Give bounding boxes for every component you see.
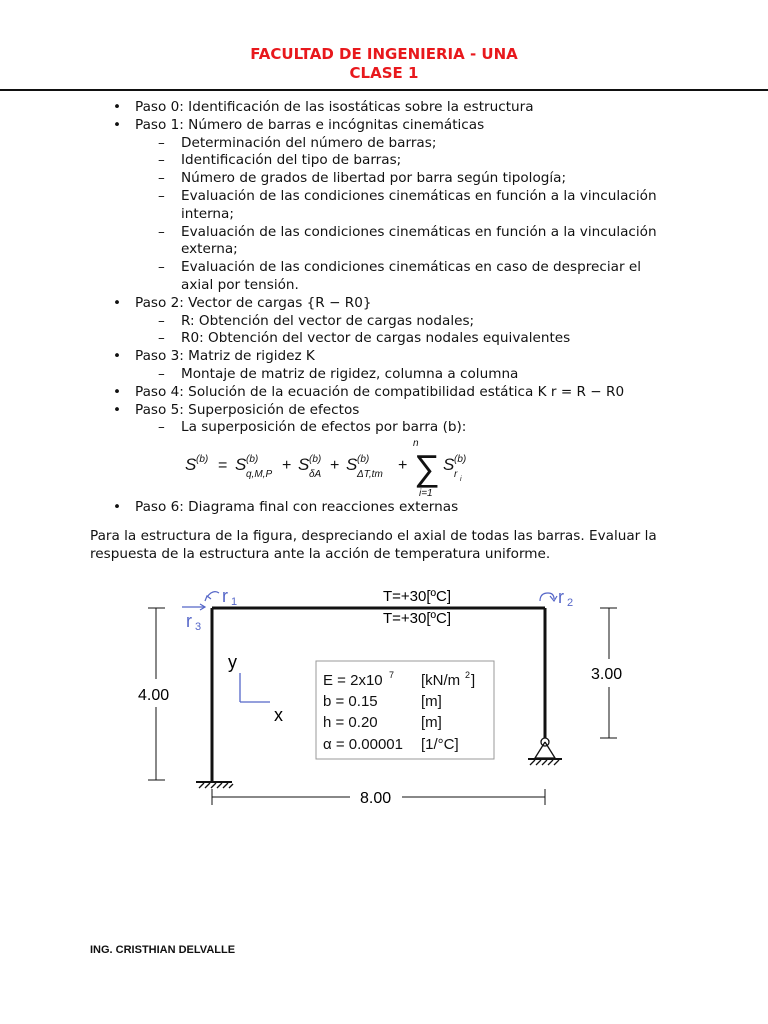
dof-r2: r bbox=[558, 587, 564, 607]
problem-statement: Para la estructura de la figura, despreciando el axial de todas las barras. Evaluar la respuesta de la estructura ante la acción de temperatura uniforme. bbox=[90, 528, 657, 562]
substep-dash: – bbox=[158, 259, 165, 276]
property-unit: [m] bbox=[421, 714, 442, 731]
superposition-formula bbox=[180, 438, 480, 504]
dimension-bottom: 8.00 bbox=[360, 790, 392, 807]
formula-term1-sup: (b) bbox=[246, 454, 259, 465]
dof-r3: r bbox=[186, 611, 192, 631]
formula-lhs: S bbox=[185, 455, 197, 474]
substep-item: Número de grados de libertad por barra según tipología; bbox=[181, 170, 567, 187]
temperature-bottom: T=+30[ºC] bbox=[383, 610, 452, 627]
formula-sum-top: n bbox=[413, 438, 419, 449]
substep-dash: – bbox=[158, 188, 165, 204]
formula-plus1: + bbox=[282, 457, 292, 474]
step-item: Paso 1: Número de barras e incógnitas cinemáticas bbox=[135, 116, 485, 133]
fixed-support-icon bbox=[196, 782, 233, 788]
axes-icon bbox=[240, 673, 270, 702]
step-item: Paso 2: Vector de cargas {R − R0} bbox=[135, 294, 372, 311]
formula-term1-sub: q,M,P bbox=[246, 469, 273, 480]
property-unit: [1/°C] bbox=[421, 736, 459, 753]
step-bullet: • bbox=[113, 383, 122, 400]
substep-dash: – bbox=[158, 223, 165, 240]
formula-term3-sub: ΔT,tm bbox=[357, 469, 383, 480]
dof-r1-sub: 1 bbox=[231, 596, 238, 608]
property-name: α = 0.00001 bbox=[323, 736, 403, 753]
formula-plus2: + bbox=[330, 457, 340, 474]
formula-term3-sup: (b) bbox=[357, 454, 370, 465]
formula-term4-subsub: i bbox=[460, 476, 462, 483]
substep-dash: – bbox=[158, 152, 165, 169]
step6-text: Paso 6: Diagrama final con reacciones externas bbox=[135, 499, 459, 515]
formula-term4-sup: (b) bbox=[454, 454, 467, 465]
pinned-support-icon bbox=[528, 738, 562, 765]
property-name: E = 2x10 bbox=[323, 672, 383, 689]
footer-author: ING. CRISTHIAN DELVALLE bbox=[90, 944, 236, 956]
substep-item: Determinación del número de barras; bbox=[181, 134, 437, 151]
rotation-arrow-r2-icon bbox=[540, 593, 554, 601]
substep-item: Evaluación de las condiciones cinemáticas en función a la vinculación bbox=[181, 188, 657, 204]
property-unit-end: ] bbox=[471, 672, 476, 689]
step-bullet: • bbox=[113, 99, 122, 115]
property-exponent: 7 bbox=[389, 670, 395, 680]
step-bullet: • bbox=[113, 401, 122, 418]
substep-continuation: axial por tensión. bbox=[181, 277, 299, 293]
dimension-right: 3.00 bbox=[591, 666, 623, 683]
property-unit: [kN/m bbox=[421, 672, 461, 689]
formula-term2: S bbox=[298, 455, 310, 474]
frame-figure bbox=[0, 575, 768, 815]
axis-x-label: x bbox=[274, 705, 283, 725]
header-title: FACULTAD DE INGENIERIA - UNA bbox=[250, 45, 518, 63]
property-unit-exponent: 2 bbox=[465, 670, 471, 680]
substep-dash: – bbox=[158, 330, 165, 347]
substep-dash: – bbox=[158, 419, 165, 436]
dof-r1: r bbox=[222, 586, 228, 606]
substep-dash: – bbox=[158, 170, 165, 187]
substep-item: Identificación del tipo de barras; bbox=[181, 152, 402, 169]
header-subtitle: CLASE 1 bbox=[349, 64, 419, 82]
step-item: Paso 5: Superposición de efectos bbox=[135, 401, 360, 418]
header-rule bbox=[0, 89, 768, 91]
formula-term2-sup: (b) bbox=[309, 454, 322, 465]
rotation-arrow-r1-icon bbox=[207, 592, 219, 597]
property-name: h = 0.20 bbox=[323, 714, 378, 731]
substep-continuation: interna; bbox=[181, 205, 234, 222]
formula-sigma-icon: ∑ bbox=[414, 447, 440, 488]
formula-lhs-sup: (b) bbox=[196, 454, 209, 465]
step6-bullet: • bbox=[113, 499, 122, 515]
formula-term3: S bbox=[346, 455, 358, 474]
formula-term4-sub: r bbox=[454, 469, 458, 480]
substep-dash: – bbox=[158, 134, 165, 151]
substep-continuation: externa; bbox=[181, 241, 238, 258]
formula-sum-bottom: i=1 bbox=[419, 488, 433, 499]
dof-r2-sub: 2 bbox=[567, 597, 574, 609]
step-item: Paso 3: Matriz de rigidez K bbox=[135, 348, 315, 365]
substep-dash: – bbox=[158, 366, 165, 382]
substep-item: Montaje de matriz de rigidez, columna a columna bbox=[181, 366, 519, 382]
step-bullet: • bbox=[113, 116, 122, 133]
step-bullet: • bbox=[113, 294, 122, 311]
dimension-left: 4.00 bbox=[138, 687, 170, 704]
substep-item: Evaluación de las condiciones cinemáticas en función a la vinculación bbox=[181, 223, 657, 240]
formula-plus3: + bbox=[398, 457, 408, 474]
formula-term2-sub: δA bbox=[309, 469, 322, 480]
property-name: b = 0.15 bbox=[323, 693, 378, 710]
substep-dash: – bbox=[158, 312, 165, 329]
substep-item: R0: Obtención del vector de cargas nodales equivalentes bbox=[181, 330, 571, 347]
axis-y-label: y bbox=[228, 652, 237, 672]
dof-r3-sub: 3 bbox=[195, 621, 202, 633]
step-bullet: • bbox=[113, 348, 122, 365]
formula-eq: = bbox=[218, 457, 228, 474]
temperature-top: T=+30[ºC] bbox=[383, 588, 452, 605]
formula-term1: S bbox=[235, 455, 247, 474]
property-unit: [m] bbox=[421, 693, 442, 710]
substep-item: R: Obtención del vector de cargas nodales; bbox=[181, 312, 475, 329]
step-item: Paso 0: Identificación de las isostáticas sobre la estructura bbox=[135, 99, 534, 115]
step-item: Paso 4: Solución de la ecuación de compatibilidad estática K r = R − R0 bbox=[135, 383, 625, 400]
formula-term4: S bbox=[443, 455, 455, 474]
substep-item: Evaluación de las condiciones cinemáticas en caso de despreciar el bbox=[181, 259, 642, 276]
substep-item: La superposición de efectos por barra (b): bbox=[181, 419, 467, 436]
